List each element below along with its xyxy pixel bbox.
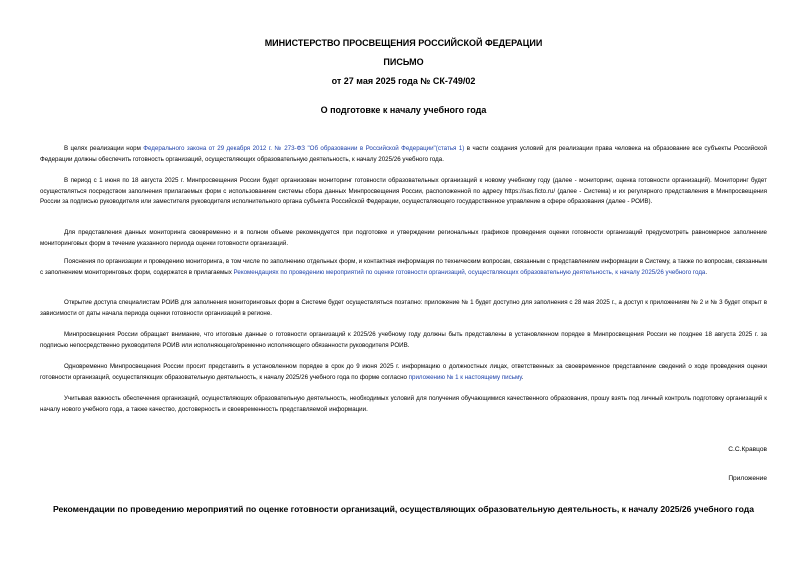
paragraph-8: Учитывая важность обеспечения организаций, осуществляющих образовательную деятельность, необходимых условий для получения обучающимися качественного образования, прошу взять под личный контроль подготовку организаций к началу нового учебного года, а также качество, достоверность и своевременность представляемой информации. [40, 395, 767, 413]
federal-law-link[interactable]: Федерального закона от 29 декабря 2012 г. № 273-ФЗ "Об образовании в Российской Федерации" [143, 145, 436, 152]
appendix-label: Приложение [728, 475, 767, 482]
paragraph-2: В период с 1 июня по 18 августа 2025 г. Минпросвещения России будет организован мониторинг готовности образовательных организаций к новому учебному году (далее - мониторинг, оценка готовности организаций). Мониторинг будет осуществляться посредством заполнения прилагаемых форм с использованием системы сбора данных Минпросвещения России, расположенной по адресу https://sas.ficto.ru/ (далее - Система) и их регулярного представления в Минпросвещения России за подписью руководителя или заместителя руководителя исполнительного органа субъекта Российской Федерации, осуществляющего государственное управление в сфере образования (далее - РОИВ). [40, 177, 767, 206]
paragraph-7-text-a: Одновременно Минпросвещения России просит представить в установленном порядке в срок до 9 июня 2025 г. информацию о должностных лицах, ответственных за своевременное представление сведений о ходе проведения оценки готовности организаций, осуществляющих образовательную деятельность, к началу 2025/26 учебного года по форме согласно [40, 363, 767, 381]
appendix-1-link[interactable]: приложению № 1 к настоящему письму [408, 373, 522, 381]
paragraph-1-text-b: в части создания условий для реализации права человека на образование все субъекты Российской Федерации должны обеспечить готовность организаций, осуществляющих образовательную деятельность, к началу 2025/26 учебного года. [40, 145, 767, 163]
paragraph-6: Минпросвещения России обращает внимание, что итоговые данные о готовности организаций к 2025/26 учебному году должны быть представлены в установленном порядке в Минпросвещения России не позднее 18 августа 2025 г. за подписью непосредственно руководителя РОИВ или исполняющего/временно исполняющего обязанности руководителя РОИВ. [40, 331, 767, 349]
paragraph-1-text-a: В целях реализации норм [64, 145, 144, 152]
document-date-number: от 27 мая 2025 года № СК-749/02 [331, 76, 476, 86]
paragraph-4-text-b: . [705, 268, 708, 276]
ministry-name: МИНИСТЕРСТВО ПРОСВЕЩЕНИЯ РОССИЙСКОЙ ФЕДЕРАЦИИ [264, 38, 543, 48]
paragraph-3: Для представления данных мониторинга своевременно и в полном объеме рекомендуется при подготовке и утверждении региональных графиков проведения оценки готовности организаций предусмотреть равномерное заполнение мониторинговых форм в течение указанного периода оценки готовности организаций. [40, 229, 767, 247]
document-type: ПИСЬМО [383, 57, 424, 67]
paragraph-5: Открытие доступа специалистам РОИВ для заполнения мониторинговых форм в Системе будет осуществляться поэтапно: приложение № 1 будет доступно для заполнения с 28 мая 2025 г., а доступ к приложениям № 2 и № 3 будет открыт в зависимости от даты начала периода оценки готовности организаций в регионе. [40, 299, 767, 317]
appendix-title: Рекомендации по проведению мероприятий по оценке готовности организаций, осуществляющих образовательную деятельность, к началу 2025/26 учебного года [53, 504, 754, 514]
paragraph-1 [40, 144, 767, 165]
document-subject: О подготовке к началу учебного года [320, 105, 487, 115]
recommendations-link[interactable]: Рекомендациях по проведению мероприятий по оценке готовности организаций, осуществляющих образовательную деятельность, к началу 2025/26 учебного года [233, 268, 706, 276]
article-1-link[interactable]: (статья 1) [435, 145, 465, 152]
paragraph-4-text-a: Пояснения по организации и проведению мониторинга, в том числе по заполнению отдельных форм, и контактная информация по техническим вопросам, связанным с представлением информации в Систему, а также по вопросам, связанным с заполнением мониторинговых форм, содержатся в прилагаемых [40, 258, 767, 276]
paragraph-7 [40, 362, 767, 383]
paragraph-4 [40, 257, 767, 278]
paragraph-7-text-b: . [521, 373, 524, 381]
signature: С.С.Кравцов [728, 446, 767, 453]
